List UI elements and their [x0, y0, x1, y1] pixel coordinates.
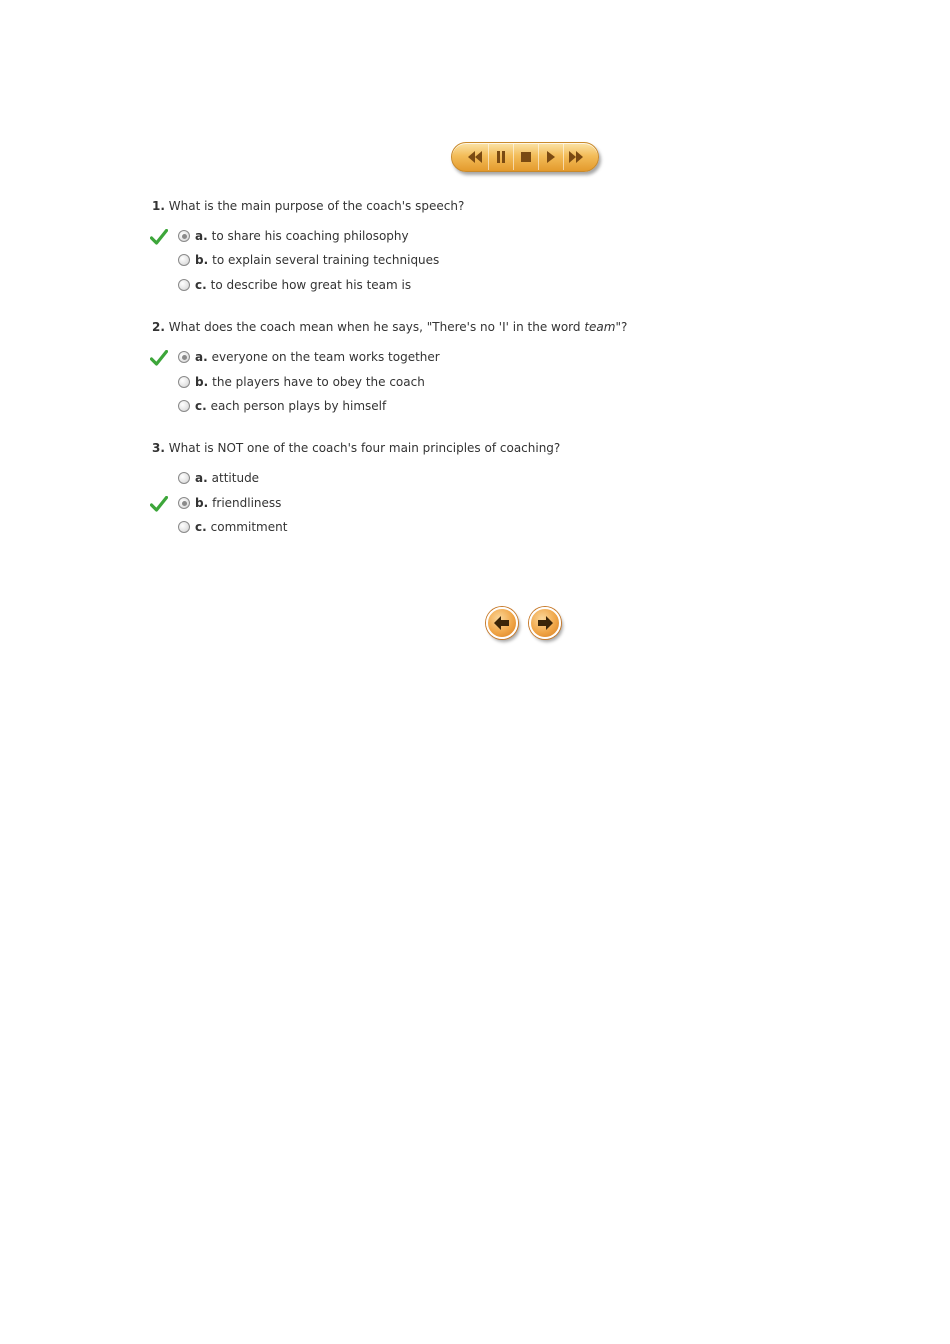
option-text: to explain several training techniques	[212, 253, 440, 267]
check-icon	[150, 229, 168, 245]
option-text: the players have to obey the coach	[212, 375, 425, 389]
audio-player	[451, 142, 599, 172]
pause-button[interactable]	[488, 144, 513, 170]
option-letter: b.	[195, 253, 209, 267]
question-1	[152, 198, 464, 214]
rewind-icon	[467, 151, 483, 163]
stop-icon	[521, 152, 531, 162]
option-letter: b.	[195, 375, 209, 389]
fast-forward-icon	[568, 151, 584, 163]
arrow-right-icon	[537, 616, 553, 630]
question-text: What is the main purpose of the coach's speech?	[168, 199, 465, 213]
rewind-button[interactable]	[463, 144, 488, 170]
radio-button[interactable]	[178, 279, 190, 291]
answer-option-2b[interactable]	[178, 374, 425, 390]
check-icon	[150, 496, 168, 512]
answer-option-1c[interactable]	[178, 277, 411, 293]
answer-option-3c[interactable]	[178, 519, 287, 535]
option-text: friendliness	[212, 496, 282, 510]
answer-option-2c[interactable]	[178, 398, 386, 414]
option-letter: b.	[195, 496, 209, 510]
answer-option-1b[interactable]	[178, 252, 439, 268]
option-letter: c.	[195, 399, 207, 413]
question-number: 3.	[152, 441, 165, 455]
option-letter: c.	[195, 278, 207, 292]
option-text: to describe how great his team is	[210, 278, 412, 292]
option-letter: a.	[195, 350, 208, 364]
radio-button[interactable]	[178, 351, 190, 363]
answer-option-2a[interactable]	[178, 349, 440, 365]
radio-button[interactable]	[178, 230, 190, 242]
radio-button[interactable]	[178, 254, 190, 266]
question-text: What does the coach mean when he says, "There's no 'I' in the word team"?	[168, 320, 628, 334]
question-3	[152, 440, 560, 456]
question-number: 2.	[152, 320, 165, 334]
play-button[interactable]	[538, 144, 563, 170]
answer-option-3b[interactable]	[178, 495, 281, 511]
question-2	[152, 319, 627, 335]
option-text: commitment	[210, 520, 288, 534]
answer-option-1a[interactable]	[178, 228, 409, 244]
question-number: 1.	[152, 199, 165, 213]
arrow-left-icon	[494, 616, 510, 630]
check-icon	[150, 350, 168, 366]
option-text: everyone on the team works together	[211, 350, 440, 364]
previous-button[interactable]	[486, 607, 518, 639]
fast-forward-button[interactable]	[563, 144, 588, 170]
radio-button[interactable]	[178, 400, 190, 412]
option-letter: a.	[195, 229, 208, 243]
radio-button[interactable]	[178, 472, 190, 484]
pause-icon	[496, 151, 506, 163]
radio-button[interactable]	[178, 497, 190, 509]
radio-button[interactable]	[178, 376, 190, 388]
option-text: attitude	[211, 471, 260, 485]
stop-button[interactable]	[513, 144, 538, 170]
play-icon	[547, 151, 555, 163]
option-letter: a.	[195, 471, 208, 485]
answer-option-3a[interactable]	[178, 470, 259, 486]
radio-button[interactable]	[178, 521, 190, 533]
question-text: What is NOT one of the coach's four main principles of coaching?	[168, 441, 561, 455]
option-text: to share his coaching philosophy	[211, 229, 409, 243]
next-button[interactable]	[529, 607, 561, 639]
option-letter: c.	[195, 520, 207, 534]
option-text: each person plays by himself	[210, 399, 387, 413]
